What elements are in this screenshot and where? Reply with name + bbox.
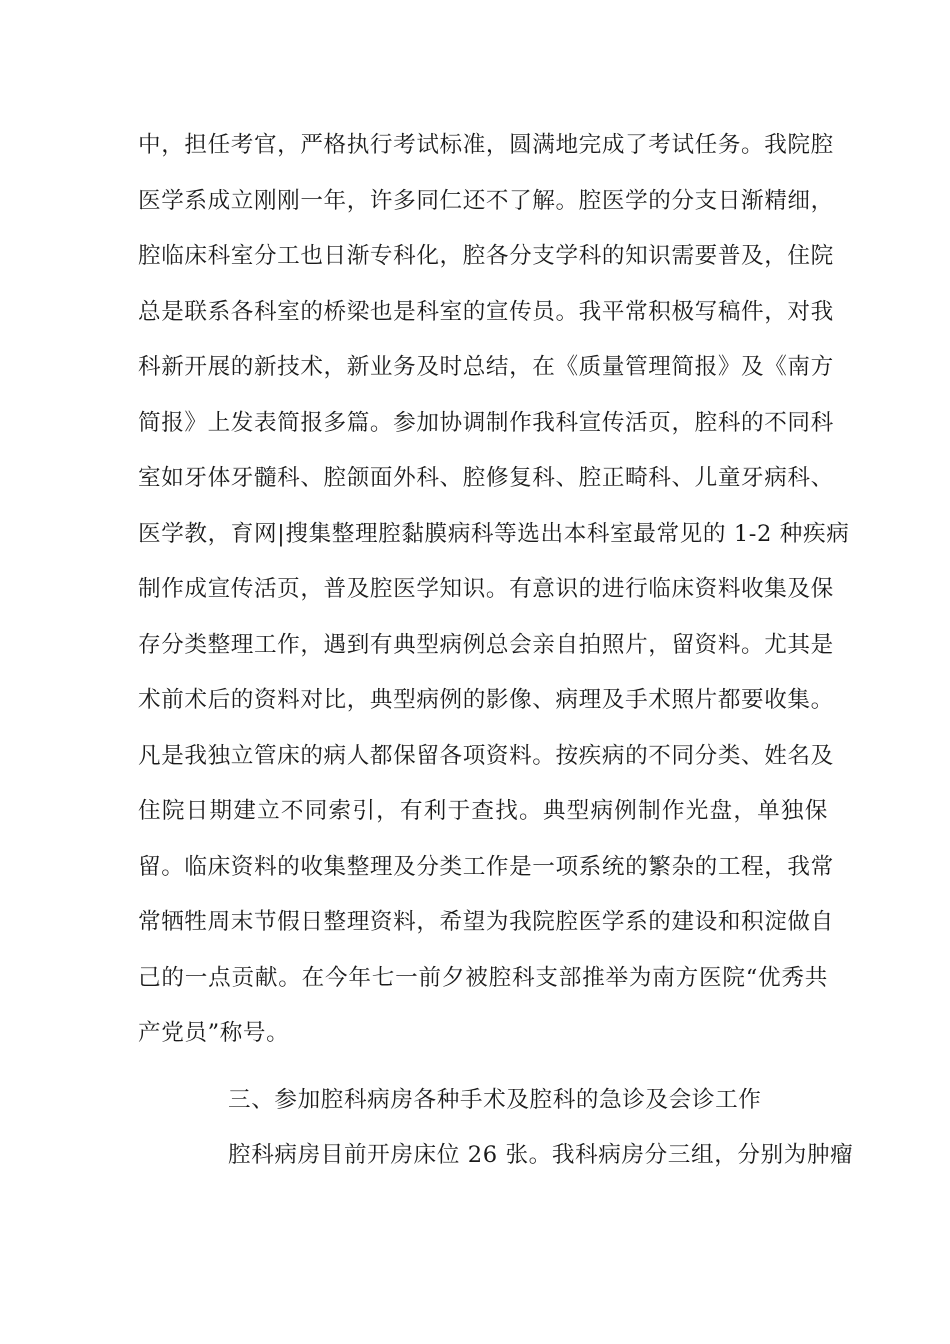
paragraph-line-9: 制作成宣传活页，普及腔医学知识。有意识的进行临床资料收集及保 — [138, 576, 834, 602]
paragraph-line-15: 常牺牲周末节假日整理资料，希望为我院腔医学系的建设和积淀做自 — [138, 909, 834, 935]
paragraph-line-5: 科新开展的新技术，新业务及时总结，在《质量管理简报》及《南方 — [138, 354, 834, 380]
paragraph-line-6: 简报》上发表简报多篇。参加协调制作我科宣传活页，腔科的不同科 — [138, 410, 834, 436]
paragraph-line-13: 住院日期建立不同索引，有利于查找。典型病例制作光盘，单独保 — [138, 798, 828, 824]
paragraph-line-16: 己的一点贡献。在今年七一前夕被腔科支部推举为南方医院“优秀共 — [138, 965, 828, 991]
paragraph-line-2: 医学系成立刚刚一年，许多同仁还不了解。腔医学的分支日渐精细， — [138, 188, 834, 214]
paragraph-line-10: 存分类整理工作，遇到有典型病例总会亲自拍照片，留资料。尤其是 — [138, 632, 834, 658]
paragraph-line-7: 室如牙体牙髓科、腔颌面外科、腔修复科、腔正畸科、儿童牙病科、 — [138, 465, 834, 491]
section-paragraph-line-1: 腔科病房目前开房床位 26 张。我科病房分三组，分别为肿瘤 — [228, 1142, 854, 1168]
paragraph-line-12: 凡是我独立管床的病人都保留各项资料。按疾病的不同分类、姓名及 — [138, 743, 834, 769]
paragraph-line-1: 中，担任考官，严格执行考试标准，圆满地完成了考试任务。我院腔 — [138, 132, 834, 158]
paragraph-line-8: 医学教，育网|搜集整理腔黏膜病科等选出本科室最常见的 1-2 种疾病 — [138, 521, 850, 547]
paragraph-line-11: 术前术后的资料对比，典型病例的影像、病理及手术照片都要收集。 — [138, 687, 834, 713]
section-heading: 三、参加腔科病房各种手术及腔科的急诊及会诊工作 — [228, 1087, 762, 1113]
paragraph-line-14: 留。临床资料的收集整理及分类工作是一项系统的繁杂的工程，我常 — [138, 854, 834, 880]
paragraph-line-17: 产党员”称号。 — [138, 1020, 290, 1046]
paragraph-line-3: 腔临床科室分工也日渐专科化，腔各分支学科的知识需要普及，住院 — [138, 243, 834, 269]
paragraph-line-4: 总是联系各科室的桥梁也是科室的宣传员。我平常积极写稿件，对我 — [138, 299, 834, 325]
